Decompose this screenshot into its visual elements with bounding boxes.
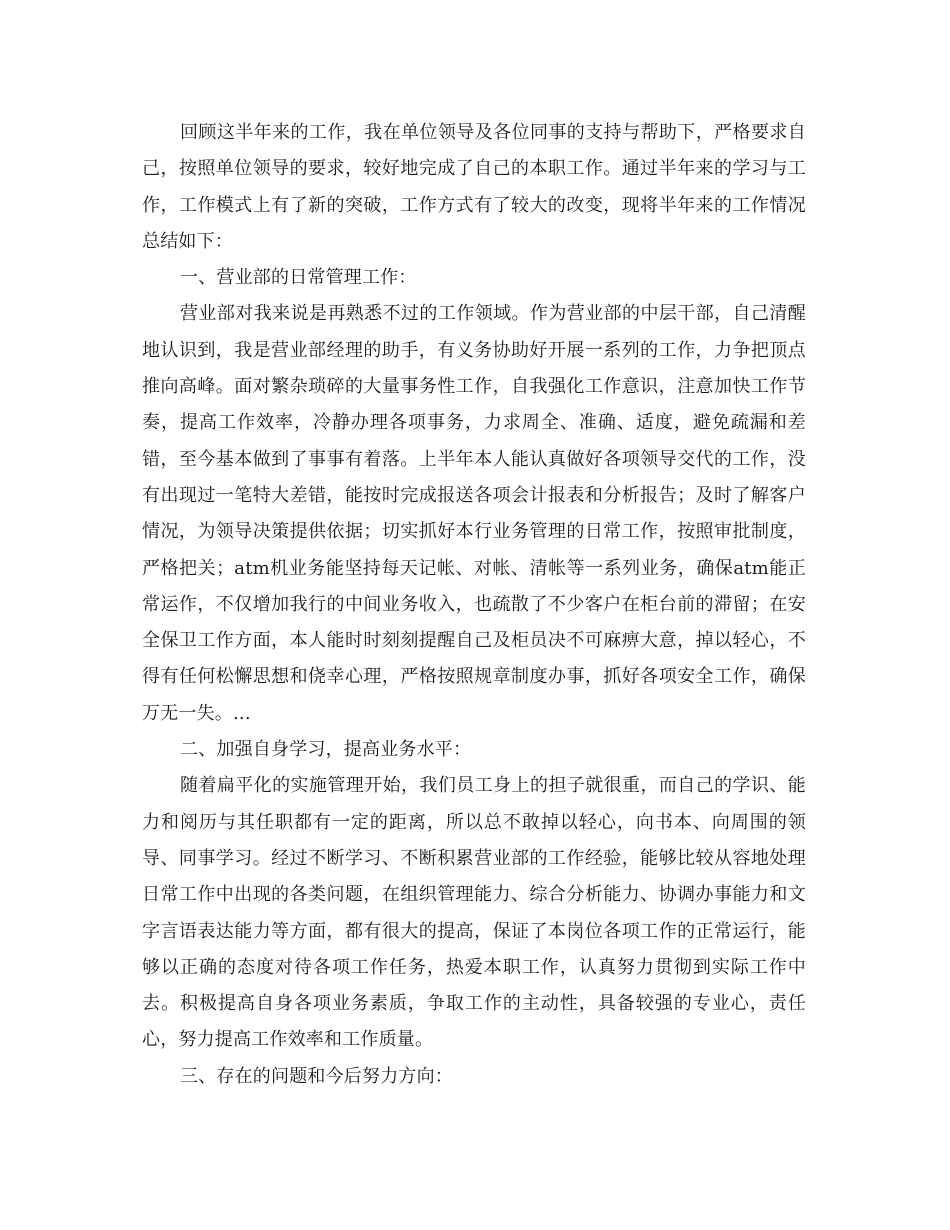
- section-1-paragraph: 营业部对我来说是再熟悉不过的工作领域。作为营业部的中层干部，自己清醒地认识到，我是营业部经理的助手，有义务协助好开展一系列的工作，力争把顶点推向高峰。面对繁杂琐碎的大量事务性工作，自我强化工作意识，注意加快工作节奏，提高工作效率，冷静办理各项事务，力求周全、准确、适度，避免疏漏和差错，至今基本做到了事事有着落。上半年本人能认真做好各项领导交代的工作，没有出现过一笔特大差错，能按时完成报送各项会计报表和分析报告；及时了解客户情况，为领导决策提供依据；切实抓好本行业务管理的日常工作，按照审批制度，严格把关；atm机业务能坚持每天记帐、对帐、清帐等一系列业务，确保atm能正常运作，不仅增加我行的中间业务收入，也疏散了不少客户在柜台前的滞留；在安全保卫工作方面，本人能时时刻刻提醒自己及柜员决不可麻痹大意，掉以轻心，不得有任何松懈思想和侥幸心理，严格按照规章制度办事，抓好各项安全工作，确保万无一失。...: [142, 303, 806, 724]
- section-2-paragraph: 随着扁平化的实施管理开始，我们员工身上的担子就很重，而自己的学识、能力和阅历与其任职都有一定的距离，所以总不敢掉以轻心，向书本、向周围的领导、同事学习。经过不断学习、不断积累营业部的工作经验，能够比较从容地处理日常工作中出现的各类问题，在组织管理能力、综合分析能力、协调办事能力和文字言语表达能力等方面，都有很大的提高，保证了本岗位各项工作的正常运行，能够以正确的态度对待各项工作任务，热爱本职工作，认真努力贯彻到实际工作中去。积极提高自身各项业务素质，争取工作的主动性，具备较强的专业心，责任心，努力提高工作效率和工作质量。: [142, 775, 806, 1051]
- section-heading-3: 三、存在的问题和今后努力方向：: [180, 1065, 453, 1087]
- section-heading-1: 一、营业部的日常管理工作：: [180, 267, 417, 289]
- document-body: [142, 115, 806, 1095]
- intro-paragraph: 回顾这半年来的工作，我在单位领导及各位同事的支持与帮助下，严格要求自己，按照单位领导的要求，较好地完成了自己的本职工作。通过半年来的学习与工作，工作模式上有了新的突破，工作方式有了较大的改变，现将半年来的工作情况总结如下：: [142, 122, 806, 252]
- section-heading-2: 二、加强自身学习，提高业务水平：: [180, 739, 472, 761]
